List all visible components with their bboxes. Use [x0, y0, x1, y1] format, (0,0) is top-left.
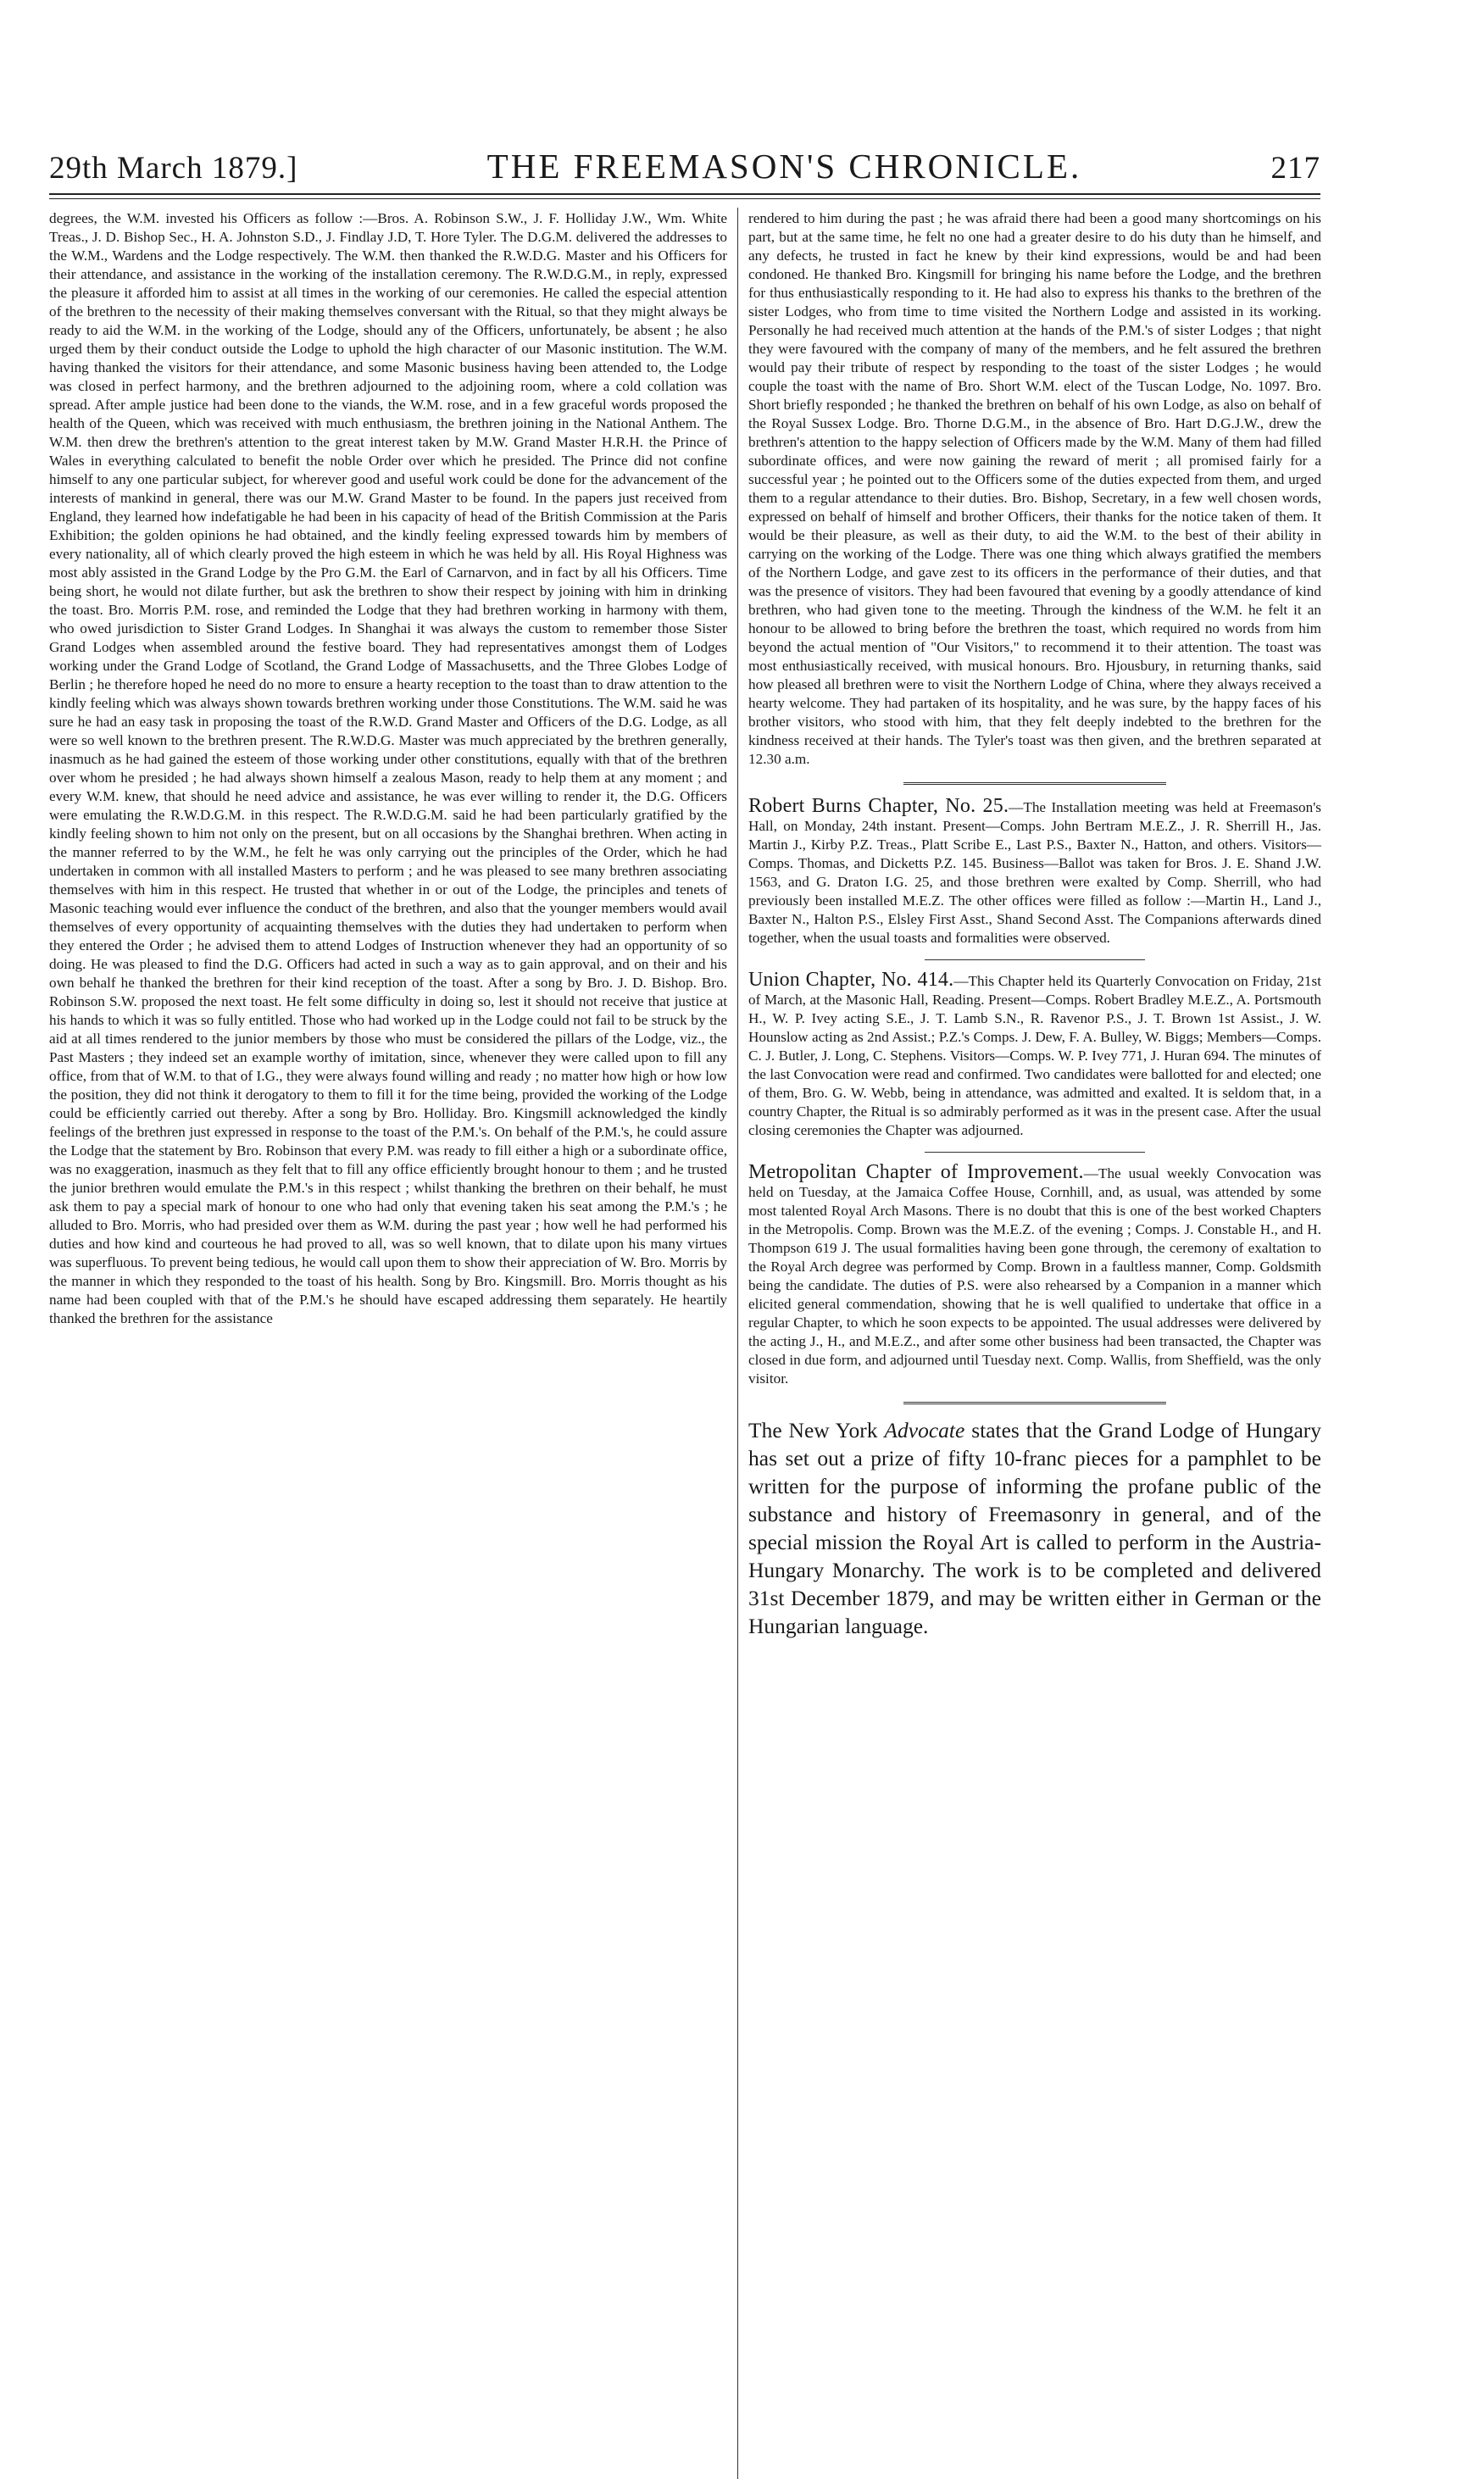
article-body: —This Chapter held its Quarterly Convocation on Friday, 21st of March, at the Masonic Hall, Reading. Present—Comps. Robert Bradley M.E.Z., A. Portsmouth H., W. P. Ivey acting S.E., J. T. Lamb S.N., R. Ravenor P.S., J. T. Brown 1st Assist., J. W. Hounslow acting as 2nd Assist.; P.Z.'s Comps. J. Dew, F. A. Bulley, W. Biggs; Members—Comps. C. J. Butler, J. Long, C. Stephens. Visitors—Comps. W. P. Ivey 771, J. Huran 694. The minutes of the last Convocation were read and confirmed. Two candidates were ballotted for and elected; one of them, Bro. G. W. Webb, being in attendance, was admitted and exalted. It is seldom that, in a country Chapter, the Ritual is so admirably performed as it was in the present case. After the usual closing ceremonies the Chapter was adjourned. — [748, 973, 1321, 1138]
masthead-rule-thick — [49, 193, 1320, 195]
page-number: 217 — [1270, 151, 1320, 186]
section-separator — [925, 1152, 1145, 1153]
left-column — [49, 209, 727, 1328]
article-body: —The usual weekly Convocation was held on Tuesday, at the Jamaica Coffee House, Cornhill, and, as usual, was attended by some most talented Royal Arch Masons. There is no doubt that this is one of the best worked Chapters in the Metropolis. Comp. Brown was the M.E.Z. of the evening ; Comps. J. Constable H., and H. Thompson 619 J. The usual formalities having been gone through, the ceremony of exaltation to the Royal Arch degree was performed by Comp. Brown in a faultless manner, Comp. Goldsmith being the candidate. The duties of P.S. were also rehearsed by a Companion in a manner which elicited general commendation, showing that he is well qualified to undertake that office in a regular Chapter, to which he soon expects to be appointed. The usual addresses were delivered by the acting J., H., and M.E.Z., and after some other business had been transacted, the Chapter was closed in due form, and adjourned until Tuesday next. Comp. Wallis, from Sheffield, was the only visitor. — [748, 1165, 1321, 1387]
masthead — [49, 146, 1320, 188]
column-divider — [737, 208, 738, 2479]
section-separator — [903, 782, 1166, 785]
newspaper-name: Advocate — [884, 1418, 965, 1442]
publication-title: THE FREEMASON'S CHRONICLE. — [486, 147, 1082, 186]
article-body: —The Installation meeting was held at Freemason's Hall, on Monday, 24th instant. Present—Comps. John Bertram M.E.Z., J. R. Sherrill H., Jas. Martin J., Kirby P.Z. Treas., Platt Scribe E., Last P.S., Baxter N., Hatton, and others. Visitors—Comps. Thomas, and Dicketts P.Z. 145. Business—Ballot was taken for Bros. J. E. Shand J.W. 1563, and G. Draton I.G. 25, and those brethren were exalted by Comp. Sherrill, who had previously been installed M.E.Z. The other offices were filled as follow :—Martin H., Land J., Baxter N., Halton P.S., Elsley First Asst., Shand Second Asst. The Companions afterwards dined together, when the usual toasts and formalities were observed. — [748, 799, 1321, 946]
article-intro: The New York — [748, 1418, 878, 1442]
section-separator — [925, 959, 1145, 960]
right-column — [748, 209, 1321, 1640]
lodge-report-text: degrees, the W.M. invested his Officers as follow :—Bros. A. Robinson S.W., J. F. Holliday J.W., Wm. White Treas., J. D. Bishop Sec., H. A. Johnston S.D., J. Findlay J.D, T. Hore Tyler. The D.G.M. delivered the addresses to the W.M., Wardens and the Lodge respectively. The W.M. then thanked the R.W.D.G. Master and his Officers for their attendance, and assistance in the working of the installation ceremony. The R.W.D.G.M., in reply, expressed the pleasure it afforded him to assist at all times in the working of our ceremonies. He called the especial attention of the brethren to the necessity of their making themselves conversant with the Ritual, so that they might always be ready to aid the W.M. in the working of the Lodge, should any of the Officers, unfortunately, be absent ; he also urged them by their conduct outside the Lodge to uphold the high character of our Masonic institution. The W.M. having thanked the visitors for their attendance, and some Masonic business having been attended to, the Lodge was closed in perfect harmony, and the brethren adjourned to the adjoining room, where a cold collation was spread. After ample justice had been done to the viands, the W.M. rose, and in a few graceful words proposed the health of the Queen, which was received with much enthusiasm, the brethren joining in the National Anthem. The W.M. then drew the brethren's attention to the great interest taken by M.W. Grand Master H.R.H. the Prince of Wales in everything calculated to benefit the noble Order over which he presided. The Prince did not confine himself to any one particular subject, for wherever good and useful work could be done for the advancement of the interests of mankind in general, there was our M.W. Grand Master to be found. In the papers just received from England, they learned how indefatigable he had been in his capacity of head of the British Commission at the Paris Exhibition; the golden opinions he had obtained, and the kindly feeling expressed towards him by members of every nationality, all of which clearly proved the high esteem in which he was held by all. His Royal Highness was most ably assisted in the Grand Lodge by the Pro G.M. the Earl of Carnarvon, and in fact by all his Officers. Time being short, he would not dilate further, but ask the brethren to show their respect by joining with him in drinking the toast. Bro. Morris P.M. rose, and reminded the Lodge that they had brethren working in harmony with them, who owed jurisdiction to Sister Grand Lodges. In Shanghai it was always the custom to remember those Sister Grand Lodges when assembled around the festive board. They had representatives amongst them of Lodges working under the Grand Lodge of Scotland, the Grand Lodge of Massachusetts, and the Three Globes Lodge of Berlin ; he therefore hoped he need do no more to ensure a hearty reception to the toast than to draw attention to the kindly feeling which was always shown towards brethren working under those Constitutions. The W.M. said he was sure he had an easy task in proposing the toast of the R.W.D. Grand Master and Officers of the D.G. Lodge, as all were so well known to the brethren present. The R.W.D.G. Master was much appreciated by the brethren generally, inasmuch as he had gained the esteem of those working under other constitutions, equally with that of the brethren over whom he presided ; he had always shown himself a zealous Mason, ready to help them at any moment ; and every W.M. knew, that should he need advice and assistance, he was ever willing to render it, the D.G. Officers were emulating the R.W.D.G.M. in this respect. The R.W.D.G.M. said he had been particularly gratified by the kindly feeling shown to him not only on the present, but on all occasions by the Shanghai brethren. When acting in the manner referred to by the W.M., he felt he was only carrying out the principles of the Order, which he had undertaken in common with all installed Masters to perform ; and he was pleased to see many brethren associating themselves with him in this respect. He trusted that whether in or out of the Lodge, the principles and tenets of Masonic teaching would ever influence the conduct of the brethren, and also that the younger members would avail themselves of every opportunity of acquainting themselves with the duties they had undertaken to perform when they entered the Order ; he advised them to attend Lodges of Instruction whenever they had an opportunity of so doing. He was pleased to find the D.G. Officers had acted in such a way as to gain approval, and on their and his own behalf he thanked the brethren for their kind reception of the toast. After a song by Bro. J. D. Bishop. Bro. Robinson S.W. proposed the next toast. He felt some difficulty in doing so, lest it should not receive that justice at his hands to which it was so fully entitled. Those who had worked up in the Lodge could not fail to be struck by the aid at all times rendered to the junior members by those who must be considered the pillars of the Lodge, viz., the Past Masters ; they indeed set an example worthy of imitation, since, whenever they were called upon to fill any office, from that of W.M. to that of I.G., they were always found willing and ready ; no matter how high or how low the position, they did not think it derogatory to them to fill it for the time being, provided the working of the Lodge could be efficiently carried out thereby. After a song by Bro. Holliday. Bro. Kingsmill acknowledged the kindly feelings of the brethren just expressed in response to the toast of the P.M.'s. On behalf of the P.M.'s, he could assure the Lodge that the statement by Bro. Robinson that every P.M. was ready to fill either a high or a subordinate office, was no exaggeration, inasmuch as they felt that to fill any office efficiently brought honour to them ; and he trusted the junior brethren would emulate the P.M.'s in this respect ; whilst thanking the brethren on their behalf, he must ask them to pay a special mark of honour to one who had only that evening taken his seat among the P.M.'s ; he alluded to Bro. Morris, who had presided over them as W.M. during the past year ; how well he had performed his duties and how kind and courteous he had proved to all, was so well known, that to dilate upon his many virtues was superfluous. To prevent being tedious, he would call upon them to show their appreciation of W. Bro. Morris by the manner in which they responded to the toast of his health. Song by Bro. Kingsmill. Bro. Morris thought as his name had been coupled with that of the P.M.'s he should have escaped addressing them separately. He heartily thanked the brethren for the assistance — [49, 210, 727, 1326]
masthead-rule-thin — [49, 198, 1320, 199]
lodge-report-continuation: rendered to him during the past ; he was afraid there had been a good many shortcomings on his part, but at the same time, he felt no one had a greater desire to do his duty than he himself, and any defects, he trusted in fact he knew by their kind expressions, would be and had been condoned. He thanked Bro. Kingsmill for bringing his name before the Lodge, and the brethren for thus enthusiastically responding to it. He had also to express his thanks to the brethren of the sister Lodges, who from time to time visited the Northern Lodge and assisted in its working. Personally he had received much attention at the hands of the P.M.'s of sister Lodges ; that night they were favoured with the company of many of the members, and he felt assured the brethren would pay their tribute of respect by responding to the toast of the sister Lodges ; he would couple the toast with the name of Bro. Short W.M. elect of the Tuscan Lodge, No. 1097. Bro. Short briefly responded ; he thanked the brethren on behalf of his own Lodge, as also on behalf of the Royal Sussex Lodge. Bro. Thorne D.G.M., in the absence of Bro. Hart D.G.J.W., drew the brethren's attention to the happy selection of Officers made by the W.M. Many of them had filled subordinate offices, and were now gaining the reward of merit ; all promised fairly for a successful year ; he pointed out to the Officers some of the duties expected from them, and urged them to a regular attendance to their duties. Bro. Bishop, Secretary, in a few well chosen words, expressed on behalf of himself and brother Officers, their thanks for the notice taken of them. It would be their pleasure, as well as their duty, to aid the W.M. to the best of their ability in carrying on the working of the Lodge. There was one thing which always gratified the members of the Northern Lodge, and gave zest to its officers in the performance of their duties, and that was the presence of visitors. They had been favoured that evening by a goodly attendance of kind brethren, who had given tone to the meeting. Through the kindness of the W.M. he felt it an honour to be allowed to bring before the brethren the toast, which required no words from him beyond the actual mention of "Our Visitors," to recommend it to their attention. The toast was most enthusiastically received, with musical honours. Bro. Hjousbury, in returning thanks, said how pleased all brethren were to visit the Northern Lodge of China, where they always received a hearty welcome. They had partaken of its hospitality, and he was sure, by the happy faces of his brother visitors, who stood with him, that they felt deeply indebted to the brethren for the kindness received at their hands. The Tyler's toast was then given, and the brethren separated at 12.30 a.m. — [748, 210, 1321, 767]
article-metropolitan-chapter — [748, 1163, 1321, 1388]
article-body: states that the Grand Lodge of Hungary has set out a prize of fifty 10-franc pieces for a pamphlet to be written for the purpose of informing the profane public of the substance and history of Freemasonry in general, and of the special mission the Royal Art is called to perform in the Austria-Hungary Monarchy. The work is to be completed and delivered 31st December 1879, and may be written either in German or the Hungarian language. — [748, 1418, 1322, 1638]
article-heading: Union Chapter, No. 414. — [748, 969, 954, 991]
article-heading: Robert Burns Chapter, No. 25. — [748, 795, 1009, 817]
article-union-chapter — [748, 970, 1321, 1140]
article-robert-burns-chapter — [748, 797, 1321, 948]
section-separator — [903, 1402, 1166, 1404]
issue-date: 29th March 1879.] — [49, 151, 298, 186]
article-new-york-advocate — [748, 1416, 1321, 1640]
article-heading: Metropolitan Chapter of Improvement. — [748, 1161, 1084, 1183]
